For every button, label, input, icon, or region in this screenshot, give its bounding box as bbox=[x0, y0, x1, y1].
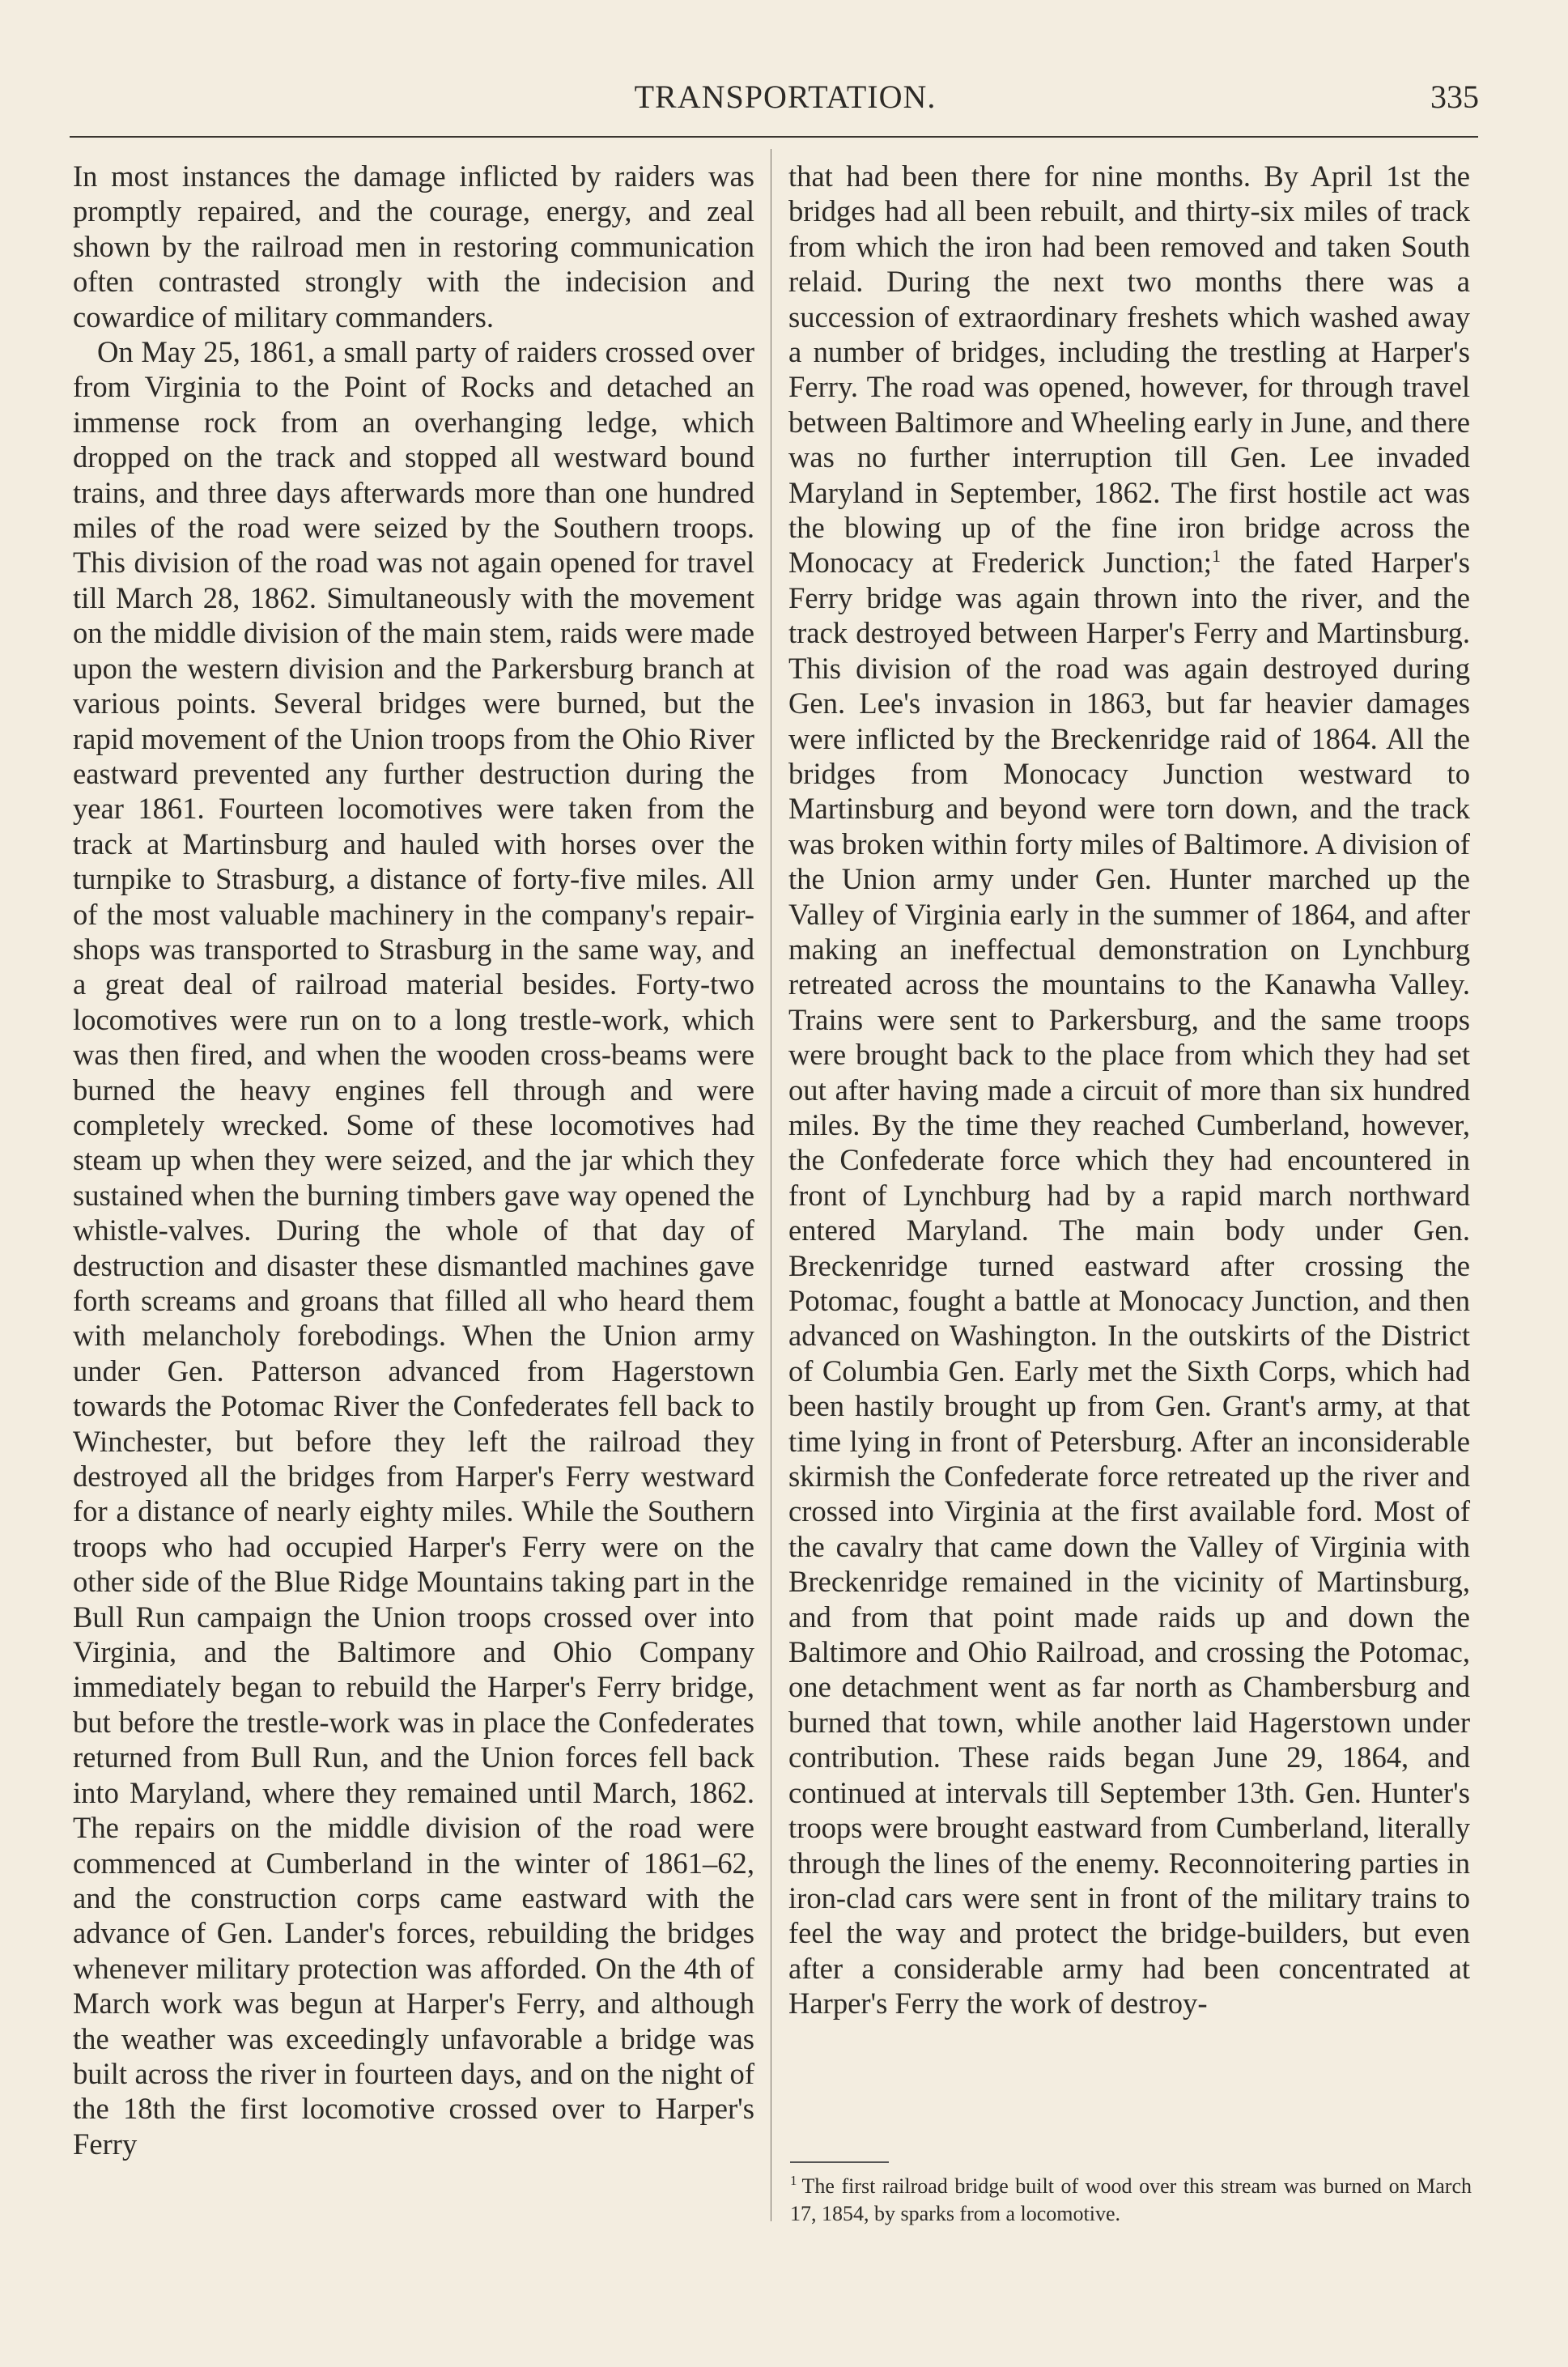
paragraph: On May 25, 1861, a small party of raiders crossed over from Virginia to the Point of Rocks and detached an immense rock from an overhanging ledge, which dropped on the track and stopped all westward bound trains, and three days afterwards more than one hundred miles of the road were seized by the Southern troops. This division of the road was not again opened for travel till March 28, 1862. Simultaneously with the movement on the middle division of the main stem, raids were made upon the western division and the Parkersburg branch at various points. Several bridges were burned, but the rapid movement of the Union troops from the Ohio River eastward prevented any further destruction during the year 1861. Fourteen locomotives were taken from the track at Martinsburg and hauled with horses over the turnpike to Strasburg, a distance of forty-five miles. All of the most valuable machinery in the company's repair-shops was transported to Strasburg in the same way, and a great deal of railroad material besides. Forty-two locomotives were run on to a long trestle-work, which was then fired, and when the wooden cross-beams were burned the heavy engines fell through and were completely wrecked. Some of these locomotives had steam up when they were seized, and the jar which they sustained when the burning timbers gave way opened the whistle-valves. During the whole of that day of destruction and disaster these dismantled machines gave forth screams and groans that filled all who heard them with melancholy forebodings. When the Union army under Gen. Patterson advanced from Hagerstown towards the Potomac River the Confederates fell back to Winchester, but before they left the railroad they destroyed all the bridges from Harper's Ferry westward for a distance of nearly eighty miles. While the Southern troops who had occupied Harper's Ferry were on the other side of the Blue Ridge Mountains taking part in the Bull Run campaign the Union troops crossed over into Virginia, and the Baltimore and Ohio Company immediately began to rebuild the Harper's Ferry bridge, but before the trestle-work was in place the Confederates returned from Bull Run, and the Union forces fell back into Maryland, where they remained until March, 1862. The repairs on the middle division of the road were commenced at Cumberland in the winter of 1861–62, and the construction corps came eastward with the advance of Gen. Lander's forces, rebuilding the bridges whenever military protection was afforded. On the 4th of March work was begun at Harper's Ferry, and although the weather was exceedingly unfavorable a bridge was built across the river in fourteen days, and on the night of the 18th the first locomotive crossed over to Harper's Ferry bbox=[73, 335, 754, 2161]
footnote-rule bbox=[790, 2161, 889, 2163]
paragraph-continuation bbox=[788, 159, 1470, 2021]
running-title: TRANSPORTATION. bbox=[634, 79, 937, 115]
footnote-reference: 1 bbox=[1211, 546, 1221, 567]
left-column bbox=[73, 159, 754, 2161]
paragraph-text: the fated Harper's Ferry bridge was again thrown into the river, and the track destroyed between Harper's Ferry and Martinsburg. This division of the road was again destroyed during Gen. Lee's invasion in 1863, but far heavier damages were inflicted by the Breckenridge raid of 1864. All the bridges from Monocacy Junction westward to Martinsburg and beyond were torn down, and the track was broken within forty miles of Baltimore. A division of the Union army under Gen. Hunter marched up the Valley of Virginia early in the summer of 1864, and after making an ineffectual demonstration on Lynchburg retreated across the mountains to the Kanawha Valley. Trains were sent to Parkersburg, and the same troops were brought back to the place from which they had set out after having made a circuit of more than six hundred miles. By the time they reached Cumberland, however, the Confederate force which they had encountered in front of Lynchburg had by a rapid march northward entered Maryland. The main body under Gen. Breckenridge turned eastward after crossing the Potomac, fought a battle at Monocacy Junction, and then advanced on Washington. In the outskirts of the District of Columbia Gen. Early met the Sixth Corps, which had been hastily brought up from Gen. Grant's army, at that time lying in front of Petersburg. After an inconsiderable skirmish the Confederate force retreated up the river and crossed into Virginia at the first available ford. Most of the cavalry that came down the Valley of Virginia with Breckenridge remained in the vicinity of Martinsburg, and from that point made raids up and down the Baltimore and Ohio Railroad, and crossing the Potomac, one detachment went as far north as Chambersburg and burned that town, while another laid Hagerstown under contribution. These raids began June 29, 1864, and continued at intervals till September 13th. Gen. Hunter's troops were brought eastward from Cumberland, literally through the lines of the enemy. Reconnoitering parties in iron-clad cars were sent in front of the military trains to feel the way and protect the bridge-builders, but even after a considerable army had been concentrated at Harper's Ferry the work of destroy- bbox=[788, 546, 1470, 2021]
page-number: 335 bbox=[1430, 79, 1479, 115]
paragraph: In most instances the damage inflicted by raiders was promptly repaired, and the courage, energy, and zeal shown by the railroad men in restoring communication often contrasted strongly with the indecision and cowardice of military commanders. bbox=[73, 159, 754, 334]
footnote bbox=[790, 2173, 1472, 2228]
footnote-marker: 1 bbox=[790, 2173, 797, 2189]
header-rule bbox=[70, 136, 1478, 138]
paragraph-text: that had been there for nine months. By April 1st the bridges had all been rebuilt, and thirty-six miles of track from which the iron had been removed and taken South relaid. During the next two months there was a succession of extraordinary freshets which washed away a number of bridges, including the trestling at Harper's Ferry. The road was opened, however, for through travel between Baltimore and Wheeling early in June, and there was no further interruption till Gen. Lee invaded Maryland in September, 1862. The first hostile act was the blowing up of the fine iron bridge across the Monocacy at Frederick Junction; bbox=[788, 159, 1470, 580]
right-column bbox=[788, 159, 1470, 2021]
footnote-text: The first railroad bridge built of wood over this stream was burned on March 17, 1854, by sparks from a locomotive. bbox=[790, 2174, 1472, 2225]
